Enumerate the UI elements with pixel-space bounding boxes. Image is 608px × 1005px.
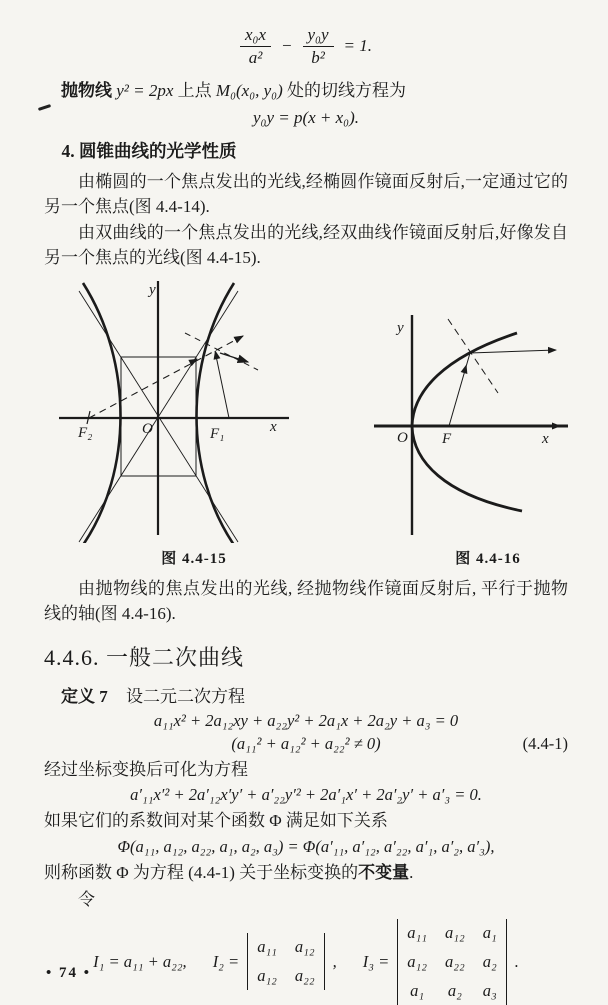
det-cell: a₃ <box>482 980 497 1000</box>
figures-row <box>44 277 568 568</box>
figure-caption: 图 4.4-16 <box>455 550 521 567</box>
det-cell: a₁ <box>482 922 497 942</box>
subsection-heading-optics: 4. 圆锥曲线的光学性质 <box>61 140 237 161</box>
axis-label-x: x <box>542 430 549 447</box>
equation-4-4-1-condition-row <box>44 734 568 754</box>
inline-formula-parabola: y² = 2px <box>116 81 174 100</box>
invariant-pre: 则称函数 Φ 为方程 (4.4-1) 关于坐标变换的 <box>44 862 359 882</box>
tangent-line-dashed <box>448 319 498 393</box>
paragraph-hyperbola-optics: 由双曲线的一个焦点发出的光线,经双曲线作镜面反射后,好像发自另一个焦点的光线(图 4.4-15). <box>44 222 568 267</box>
equation-4-4-1: a₁₁x² + 2a₁₂xy + a₂₂y² + 2a₁x + 2a₂y + a₃ = 0 <box>153 710 459 730</box>
incident-arrowhead <box>461 363 470 374</box>
page-number: • 74 • <box>46 965 92 981</box>
section-heading: 4.4.6. 一般二次曲线 <box>44 644 245 670</box>
origin-label: O <box>142 420 153 437</box>
fraction-2-denominator: b² <box>311 47 325 67</box>
paragraph-phi-intro: 如果它们的系数间对某个函数 Φ 满足如下关系 <box>44 811 388 830</box>
equation-transformed: a′₁₁x′² + 2a′₁₂x′y′ + a′₂₂y′² + 2a′₁x′ + 2a′₂y′ + a′₃ = 0. <box>130 785 482 804</box>
fraction-1-denominator: a² <box>248 47 263 67</box>
text-mid: 上点 <box>177 81 212 100</box>
det-cell: a₁₂ <box>257 966 277 985</box>
hyperbola-left-branch <box>83 283 121 543</box>
figure-4-4-16 <box>372 277 604 568</box>
invariant-post: . <box>409 862 414 882</box>
equation-phi-relation: Φ(a₁₁, a₁₂, a₂₂, a₁, a₂, a₃) = Φ(a′₁₁, a′₁₂, a′₂₂, a′₁, a′₂, a′₃), <box>117 836 495 856</box>
invariant-I3-lhs: I₃ = <box>362 951 390 971</box>
focus-label: F <box>442 430 452 447</box>
det-cell: a₁₂ <box>445 922 465 942</box>
invariant-I3 <box>363 919 519 1005</box>
reflected-ray <box>470 350 556 353</box>
figure-caption: 图 4.4-15 <box>161 550 227 567</box>
term-invariant: 不变量 <box>358 862 410 882</box>
figure-4-4-15 <box>44 277 344 568</box>
let-label: 令 <box>78 890 95 909</box>
determinant-3x3 <box>397 919 506 1005</box>
equation-tag: (4.4-1) <box>522 733 568 753</box>
paragraph-transform-intro: 经过坐标变换后可化为方程 <box>44 759 248 779</box>
paragraph-parabola-optics: 由抛物线的焦点发出的光线, 经抛物线作镜面反射后, 平行于抛物线的轴(图 4.4-16). <box>44 578 568 623</box>
minus-operator: − <box>281 36 293 55</box>
term-parabola: 抛物线 <box>61 81 112 100</box>
inline-formula-point: M₀(x₀, y₀) <box>215 81 283 100</box>
focus-f1-label: F₁ <box>210 425 225 442</box>
axis-label-x: x <box>270 418 277 435</box>
paragraph-ellipse-optics: 由椭圆的一个焦点发出的光线,经椭圆作镜面反射后,一定通过它的另一个焦点(图 4.4-14). <box>44 171 568 216</box>
ray-from-f1 <box>215 351 229 418</box>
fraction-1 <box>240 25 271 67</box>
invariant-I2-lhs: I₂ = <box>212 951 240 971</box>
display-equation-hyperbola-tangent <box>44 24 568 68</box>
determinant-2x2 <box>247 933 324 990</box>
det-cell: a₁₁ <box>257 937 277 956</box>
det-cell: a₁₁ <box>407 922 428 942</box>
invariant-I1: I₁ = a₁₁ + a₂₂, <box>93 951 187 971</box>
det-cell: a₂ <box>482 951 497 971</box>
hyperbola-reflection-diagram <box>44 277 344 543</box>
paragraph-parabola-tangent <box>44 78 568 104</box>
parabola-upper-arm <box>412 333 517 426</box>
fraction-2-numerator: y₀y <box>303 25 334 47</box>
fraction-2 <box>303 25 334 67</box>
det-cell: a₁ <box>410 980 425 1000</box>
det-cell: a₂ <box>447 980 462 1000</box>
fraction-1-numerator: x₀x <box>240 25 271 47</box>
invariant-I3-period: . <box>514 951 519 971</box>
det-cell: a₁₂ <box>294 937 315 956</box>
definition-label: 定义 7 <box>61 686 108 706</box>
det-cell: a₂₂ <box>445 951 465 971</box>
equation-rhs: = 1. <box>343 36 372 55</box>
det-cell: a₂₂ <box>294 966 315 985</box>
display-equation-parabola-tangent: y₀y = p(x + x₀). <box>252 107 360 127</box>
reflected-ray-arrow <box>220 353 248 362</box>
det-cell: a₁₂ <box>407 951 428 971</box>
x-axis-arrowhead <box>552 422 561 429</box>
incident-arrowhead <box>212 349 221 359</box>
invariant-I2 <box>213 933 337 990</box>
paragraph-invariant-definition <box>44 860 568 886</box>
axis-label-y: y <box>397 319 404 336</box>
invariant-I2-separator: , <box>332 951 337 971</box>
axis-label-y: y <box>149 281 156 298</box>
invariants-row <box>44 919 568 1005</box>
definition-text: 设二元二次方程 <box>126 686 245 706</box>
text-tail: 处的切线方程为 <box>286 81 406 100</box>
parabola-reflection-diagram <box>372 313 604 543</box>
origin-label: O <box>397 429 408 446</box>
parabola-lower-arm <box>412 426 522 511</box>
focus-f2-label: F₂ <box>78 424 93 441</box>
equation-condition: (a₁₁² + a₁₂² + a₂₂² ≠ 0) <box>231 733 381 753</box>
definition-7-line <box>44 682 568 707</box>
